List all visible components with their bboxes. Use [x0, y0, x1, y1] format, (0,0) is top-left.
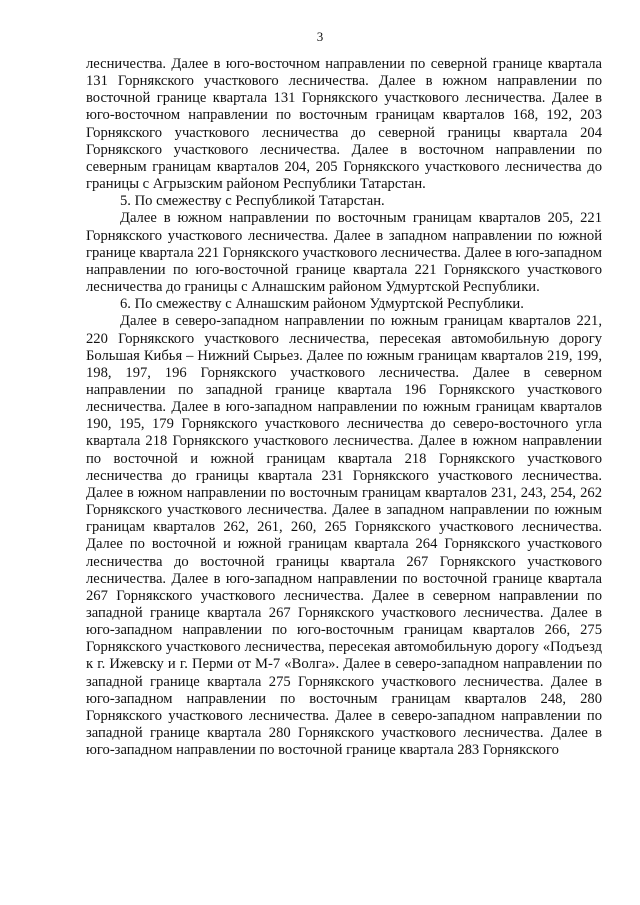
- paragraph-continuation: лесничества. Далее в юго-восточном направлении по северной границе квартала 131 Горнякского участкового лесничества. Далее в южном направлении по восточной границе квартала 131 Горнякского участкового лесничества. Далее в юго-восточном направлении по восточным границам кварталов 168, 192, 203 Горнякского участкового лесничества до северной границы квартала 204 Горнякского участкового лесничества. Далее в восточном направлении по северным границам кварталов 204, 205 Горнякского участкового лесничества до границы с Агрызским районом Республики Татарстан.: [86, 56, 602, 193]
- paragraph-section-6: Далее в северо-западном направлении по южным границам кварталов 221, 220 Горнякского участкового лесничества, пересекая автомобильную дорогу Большая Кибья – Нижний Сырьез. Далее по южным границам кварталов 219, 199, 198, 197, 196 Горнякского участкового лесничества. Далее в северном направлении по западной границе квартала 196 Горнякского участкового лесничества. Далее в юго-западном направлении по южным границам кварталов 190, 195, 179 Горнякского участкового лесничества до северо-восточного угла квартала 218 Горнякского участкового лесничества. Далее в южном направлении по восточной и южной границам квартала 218 Горнякского участкового лесничества до границы квартала 231 Горнякского участкового лесничества. Далее в южном направлении по восточным границам кварталов 231, 243, 254, 262 Горнякского участкового лесничества. Далее в западном направлении по южным границам кварталов 262, 261, 260, 265 Горнякского участкового лесничества. Далее по восточной и южной границам квартала 264 Горнякского участкового лесничества до восточной границы квартала 267 Горнякского участкового лесничества. Далее в юго-западном направлении по восточной границе квартала 267 Горнякского участкового лесничества. Далее в северном направлении по западной границе квартала 267 Горнякского участкового лесничества. Далее в юго-западном направлении по юго-восточным границам кварталов 266, 275 Горнякского участкового лесничества, пересекая автомобильную дорогу «Подъезд к г. Ижевску и г. Перми от М-7 «Волга». Далее в северо-западном направлении по западной границе квартала 275 Горнякского участкового лесничества. Далее в юго-западном направлении по восточным границам кварталов 248, 280 Горнякского участкового лесничества. Далее в северо-западном направлении по западной границе квартала 280 Горнякского участкового лесничества. Далее в юго-западном направлении по восточной границе квартала 283 Горнякского: [86, 313, 602, 759]
- document-body: [86, 56, 602, 759]
- section-heading-6: 6. По смежеству с Алнашским районом Удмуртской Республики.: [120, 296, 524, 313]
- paragraph-section-5: Далее в южном направлении по восточным границам кварталов 205, 221 Горнякского участкового лесничества. Далее в западном направлении по южной границе квартала 221 Горнякского участкового лесничества. Далее в юго-западном направлении по юго-восточной границе квартала 221 Горнякского участкового лесничества до границы с Алнашским районом Удмуртской Республики.: [86, 210, 602, 296]
- section-heading-5: 5. По смежеству с Республикой Татарстан.: [120, 193, 385, 210]
- page-number: 3: [316, 29, 324, 44]
